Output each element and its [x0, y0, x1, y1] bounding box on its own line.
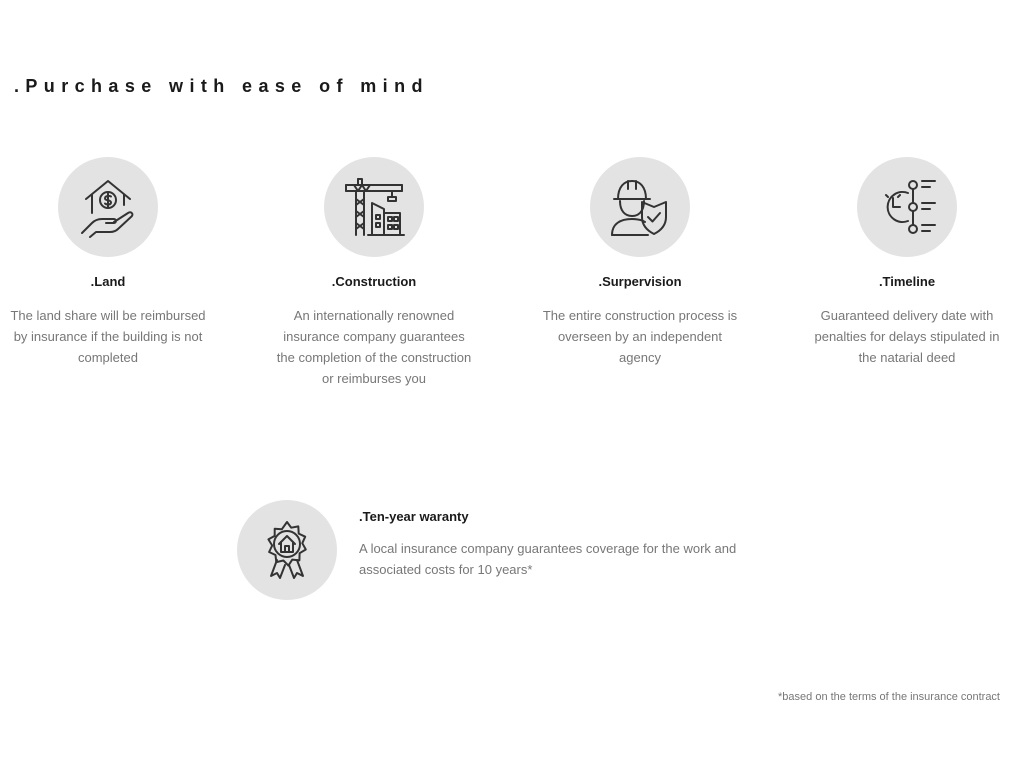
- warranty-text: [359, 509, 769, 580]
- feature-construction: [274, 157, 474, 389]
- feature-description: The entire construction process is overseen by an independent agency: [542, 308, 738, 365]
- feature-timeline: [807, 157, 1007, 368]
- footnote: *based on the terms of the insurance contract: [778, 691, 1000, 703]
- feature-description: An internationally renowned insurance company guarantees the completion of the construction or reimburses you: [276, 308, 472, 386]
- clock-timeline-icon: [875, 175, 939, 239]
- timeline-icon-circle: [857, 157, 957, 257]
- supervision-icon-circle: [590, 157, 690, 257]
- feature-title: .Surpervision: [598, 274, 682, 289]
- hand-house-money-icon: [76, 175, 140, 239]
- warranty-block: [237, 500, 777, 602]
- feature-title: .Land: [90, 274, 126, 289]
- construction-icon-circle: [324, 157, 424, 257]
- warranty-icon-circle: [237, 500, 337, 600]
- feature-description: The land share will be reimbursed by insurance if the building is not completed: [10, 308, 206, 365]
- award-ribbon-house-icon: [255, 518, 319, 582]
- worker-shield-icon: [608, 175, 672, 239]
- warranty-title: .Ten-year waranty: [359, 509, 469, 524]
- feature-land: [8, 157, 208, 368]
- warranty-description: A local insurance company guarantees coverage for the work and associated costs for 10 years*: [359, 541, 737, 577]
- crane-building-icon: [342, 175, 406, 239]
- feature-supervision: [540, 157, 740, 368]
- feature-title: .Construction: [331, 274, 417, 289]
- land-icon-circle: [58, 157, 158, 257]
- page-title: .Purchase with ease of mind: [14, 76, 429, 96]
- feature-description: Guaranteed delivery date with penalties for delays stipulated in the natarial deed: [814, 308, 1000, 365]
- feature-title: .Timeline: [878, 274, 936, 289]
